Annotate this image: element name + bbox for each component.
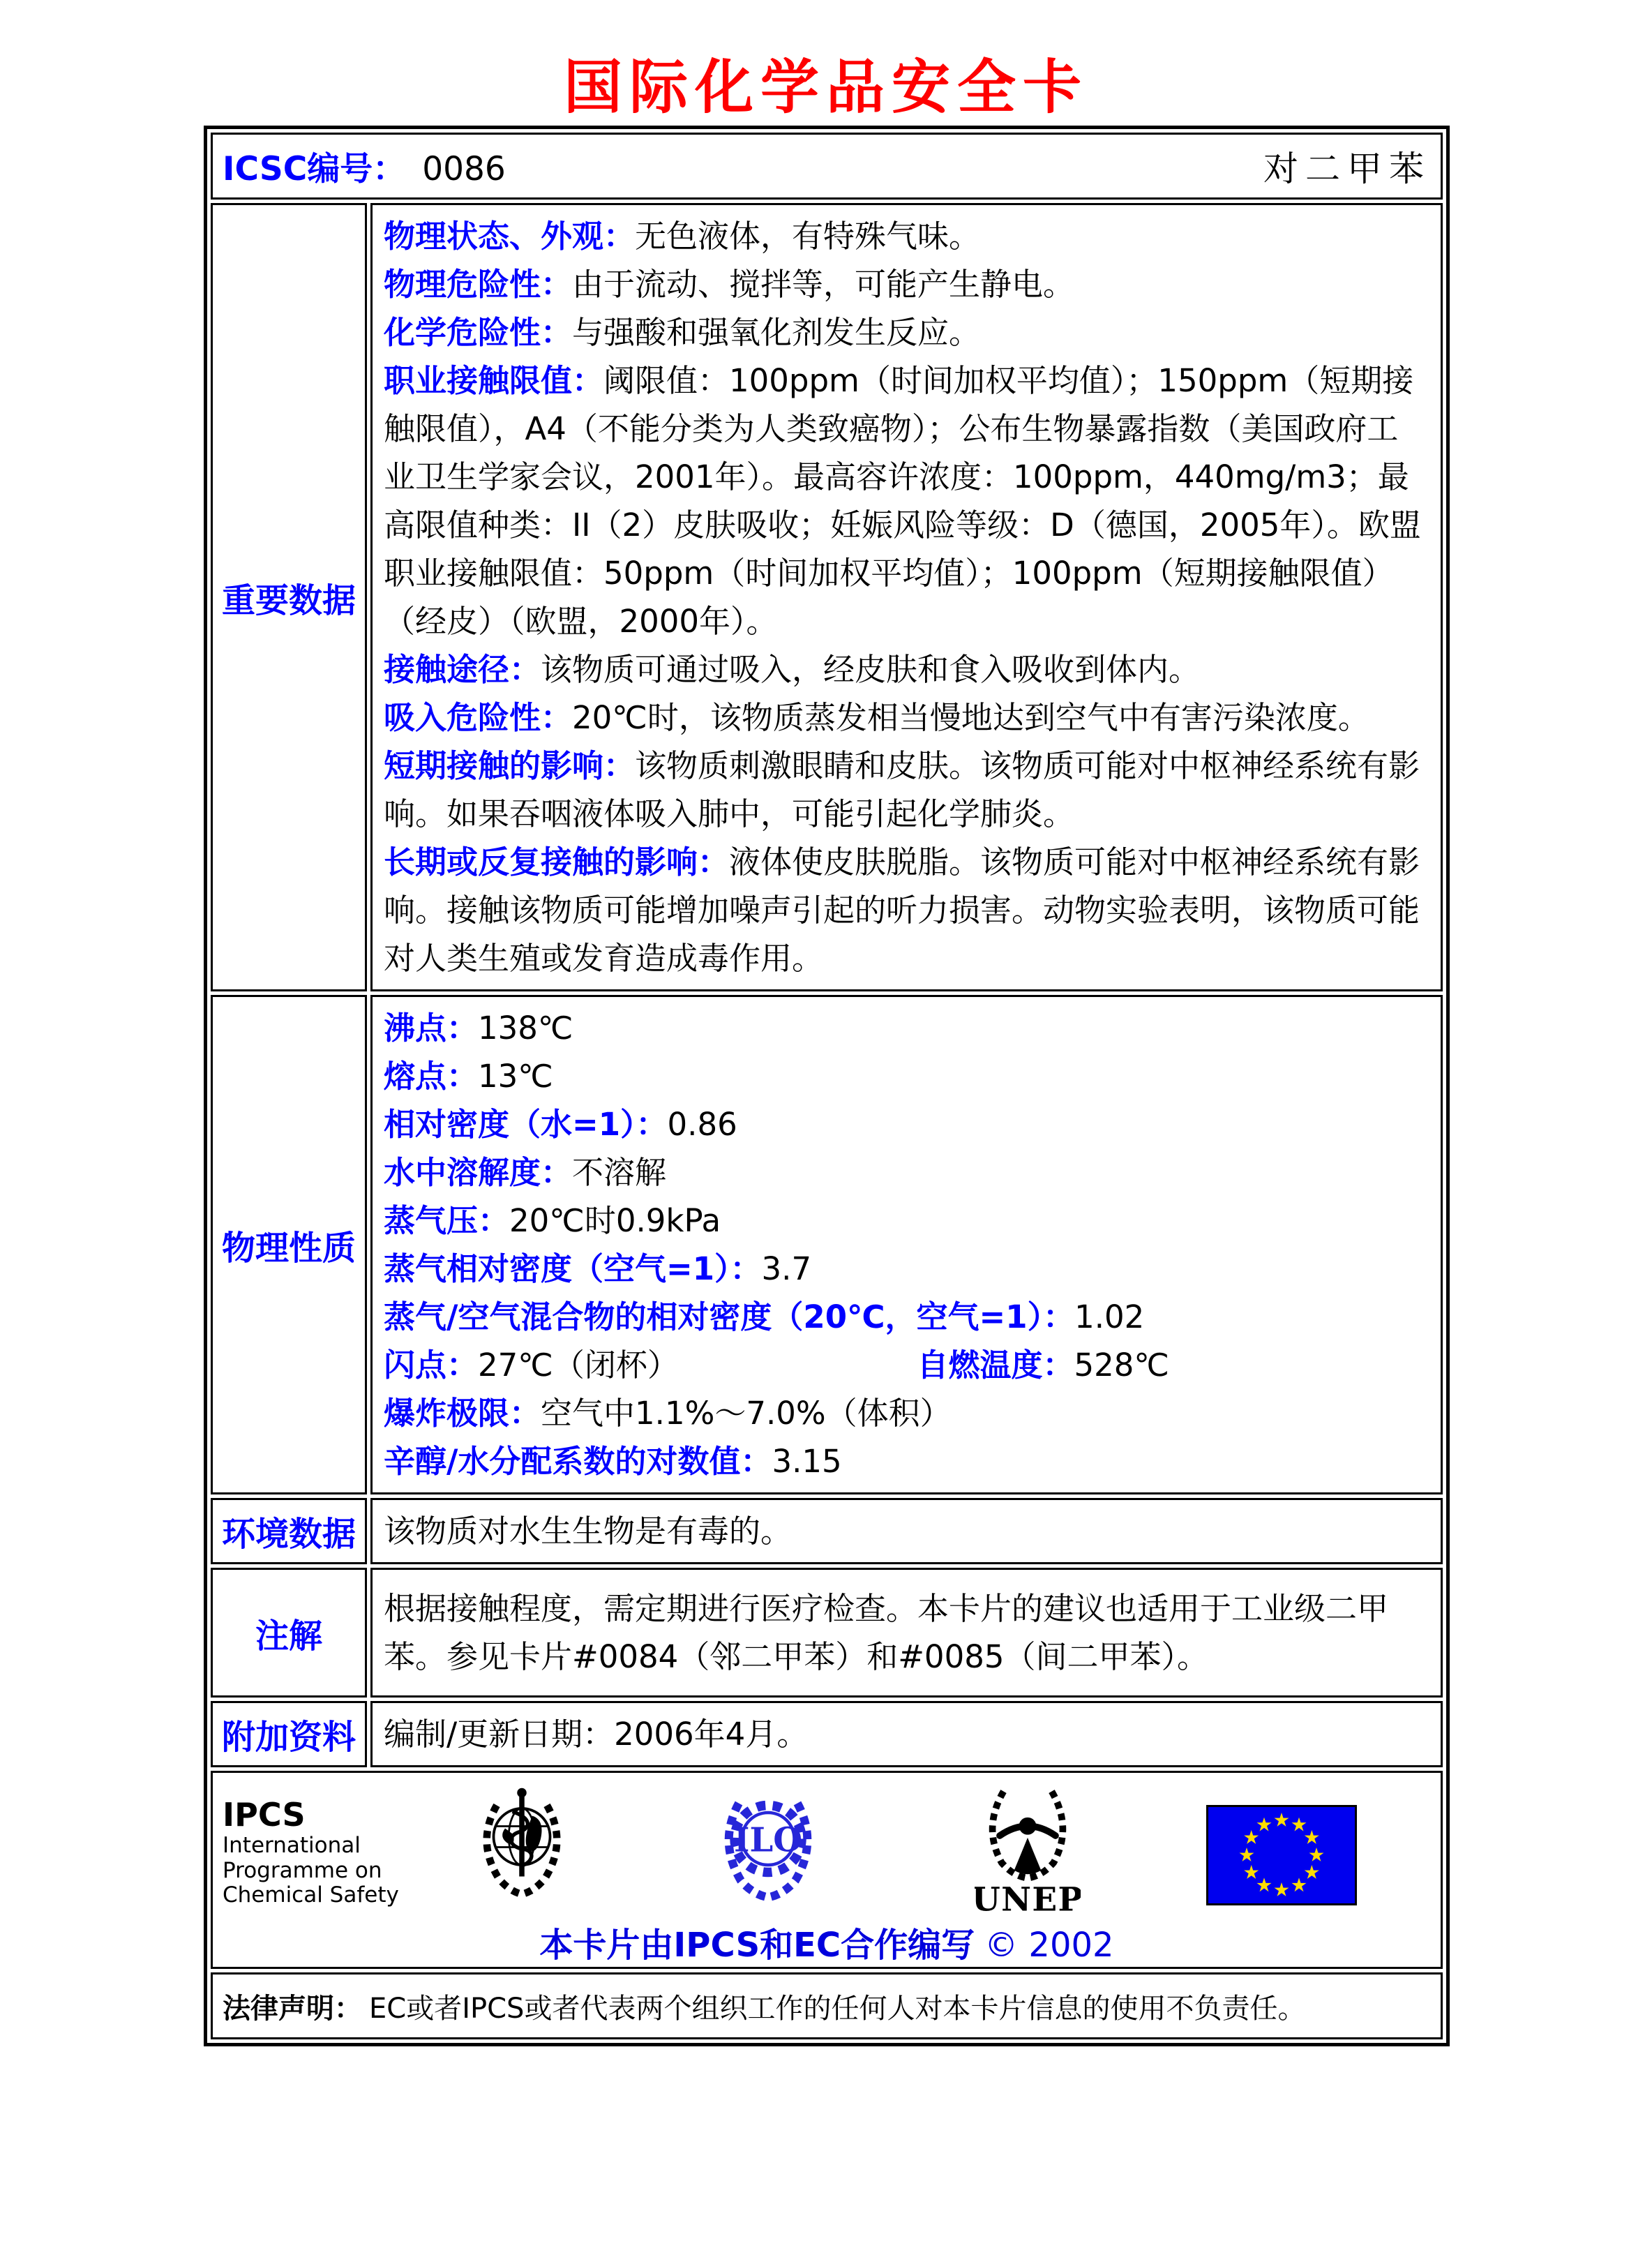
legal-label: 法律声明： [223,1992,362,2025]
item-label: 相对密度（水=1）： [384,1106,668,1143]
item-text: 3.7 [761,1250,812,1287]
item-label: 辛醇/水分配系数的对数值： [384,1443,772,1480]
credit-line [213,1918,1441,1966]
important-item [384,308,1429,357]
notes-content: 根据接触程度，需定期进行医疗检查。本卡片的建议也适用于工业级二甲苯。参见卡片#0084（邻二甲苯）和#0085（间二甲苯）。 [370,1568,1443,1698]
physical-item [384,1437,1429,1485]
footer-row [211,1771,1443,1969]
additional-info-section-label: 附加资料 [211,1701,367,1767]
ilo-logo-text: ILO [733,1820,803,1860]
physical-item [384,1100,1429,1148]
copyright-text: © 2002 [984,1926,1114,1965]
important-item [384,742,1429,838]
item-text: 138℃ [478,1010,573,1047]
item-label: 物理危险性： [384,266,573,303]
physical-item [384,1389,1429,1437]
notes-row [211,1568,1443,1698]
header-cell [211,133,1443,200]
item-label: 吸入危险性： [384,699,573,736]
item-text: 0.86 [667,1106,737,1143]
physical-properties-row [211,995,1443,1494]
item-label: 职业接触限值： [384,362,604,399]
physical-item [384,1052,1429,1100]
item-label: 爆炸极限： [384,1395,541,1432]
environment-content: 该物质对水生生物是有毒的。 [370,1498,1443,1564]
who-logo-icon [470,1784,574,1911]
physical-properties-content [370,995,1443,1494]
item-text: 27℃（闭杯） [478,1347,679,1384]
ipcs-subtitle: Chemical Safety [223,1882,399,1908]
ipcs-subtitle: International [223,1832,361,1858]
item-label: 自燃温度： [917,1347,1074,1384]
item-label: 物理状态、外观： [384,218,636,255]
additional-info-content: 编制/更新日期：2006年4月。 [370,1701,1443,1767]
icsc-number [223,143,506,190]
item-label: 蒸气相对密度（空气=1）： [384,1250,762,1287]
item-label: 熔点： [384,1058,479,1095]
important-item [384,645,1429,694]
physical-item [384,1197,1429,1245]
item-text: 无色液体，有特殊气味。 [635,218,981,255]
item-label: 长期或反复接触的影响： [384,844,730,881]
credit-text: 本卡片由IPCS和EC合作编写 [539,1926,975,1965]
physical-item [384,1245,1429,1293]
item-text: 液体使皮肤脱脂。该物质可能对中枢神经系统有影响。接触该物质可能增加噪声引起的听力损害。动物实验表明，该物质可能对人类生殖或发育造成毒作用。 [384,844,1420,977]
ipcs-subtitle: Programme on [223,1857,382,1883]
item-text: 与强酸和强氧化剂发生反应。 [572,314,981,351]
legal-text: EC或者IPCS或者代表两个组织工作的任何人对本卡片信息的使用不负责任。 [369,1992,1306,2025]
page-title: 国际化学品安全卡 [563,53,1088,121]
item-text: 阈限值：100ppm（时间加权平均值）；150ppm（短期接触限值），A4（不能分类为人类致癌物）；公布生物暴露指数（美国政府工业卫生学家会议，2001年）。最高容许浓度：100ppm，440mg/m3；最高限值种类：II（2）皮肤吸收；妊娠风险等级：D（德国，2005年）。欧盟职业接触限值：50ppm（时间加权平均值）；100ppm（短期接触限值）（经皮）（欧盟，2000年）。 [384,362,1421,640]
icsc-card-table [204,126,1450,2046]
legal-row [211,1972,1443,2039]
important-item [384,357,1429,645]
item-text: 13℃ [478,1058,553,1095]
ipcs-wordmark [223,1797,399,1908]
physical-properties-section-label: 物理性质 [211,995,367,1494]
important-data-section-label: 重要数据 [211,203,367,991]
item-text: 由于流动、搅拌等，可能产生静电。 [572,266,1075,303]
ilo-logo-icon [709,1784,827,1911]
notes-section-label: 注解 [211,1568,367,1698]
item-text: 该物质刺激眼睛和皮肤。该物质可能对中枢神经系统有影响。如果吞咽液体吸入肺中，可能引起化学肺炎。 [384,747,1420,832]
physical-item [384,1004,1429,1052]
item-label: 蒸气压： [384,1202,510,1239]
item-label: 闪点： [384,1347,479,1384]
item-text: 该物质可通过吸入，经皮肤和食入吸收到体内。 [541,651,1201,688]
item-label: 沸点： [384,1010,479,1047]
important-item [384,838,1429,982]
icsc-number-value: 0086 [422,149,506,188]
unep-logo-icon [975,1780,1081,1919]
item-text: 20℃时，该物质蒸发相当慢地达到空气中有害污染浓度。 [572,699,1369,736]
item-text: 20℃时0.9kPa [509,1202,721,1239]
important-item [384,694,1429,742]
important-data-content [370,203,1443,991]
environment-section-label: 环境数据 [211,1498,367,1564]
eu-flag-icon [1206,1805,1357,1908]
item-text: 528℃ [1074,1347,1169,1384]
item-text: 不溶解 [572,1154,667,1191]
footer-cell [211,1771,1443,1969]
important-data-row [211,203,1443,991]
ipcs-title: IPCS [223,1796,306,1834]
item-label: 短期接触的影响： [384,747,636,784]
item-label: 水中溶解度： [384,1154,573,1191]
item-label: 蒸气/空气混合物的相对密度（20℃，空气=1）： [384,1298,1075,1335]
icsc-number-label: ICSC编号： [223,149,406,188]
item-text: 1.02 [1074,1298,1145,1335]
important-item [384,212,1429,260]
item-label: 化学危险性： [384,314,573,351]
important-item [384,260,1429,308]
chemical-name: 对二甲苯 [1263,149,1431,189]
item-text: 空气中1.1%～7.0%（体积） [541,1395,952,1432]
physical-item [384,1293,1429,1341]
physical-item-flashpoint-autoignition [384,1341,1429,1389]
item-label: 接触途径： [384,651,541,688]
environment-row [211,1498,1443,1564]
header-row [211,133,1443,200]
unep-logo-text: UNEP [975,1880,1081,1917]
item-text: 3.15 [772,1443,842,1480]
legal-cell [211,1972,1443,2039]
physical-item [384,1148,1429,1197]
additional-info-row [211,1701,1443,1767]
